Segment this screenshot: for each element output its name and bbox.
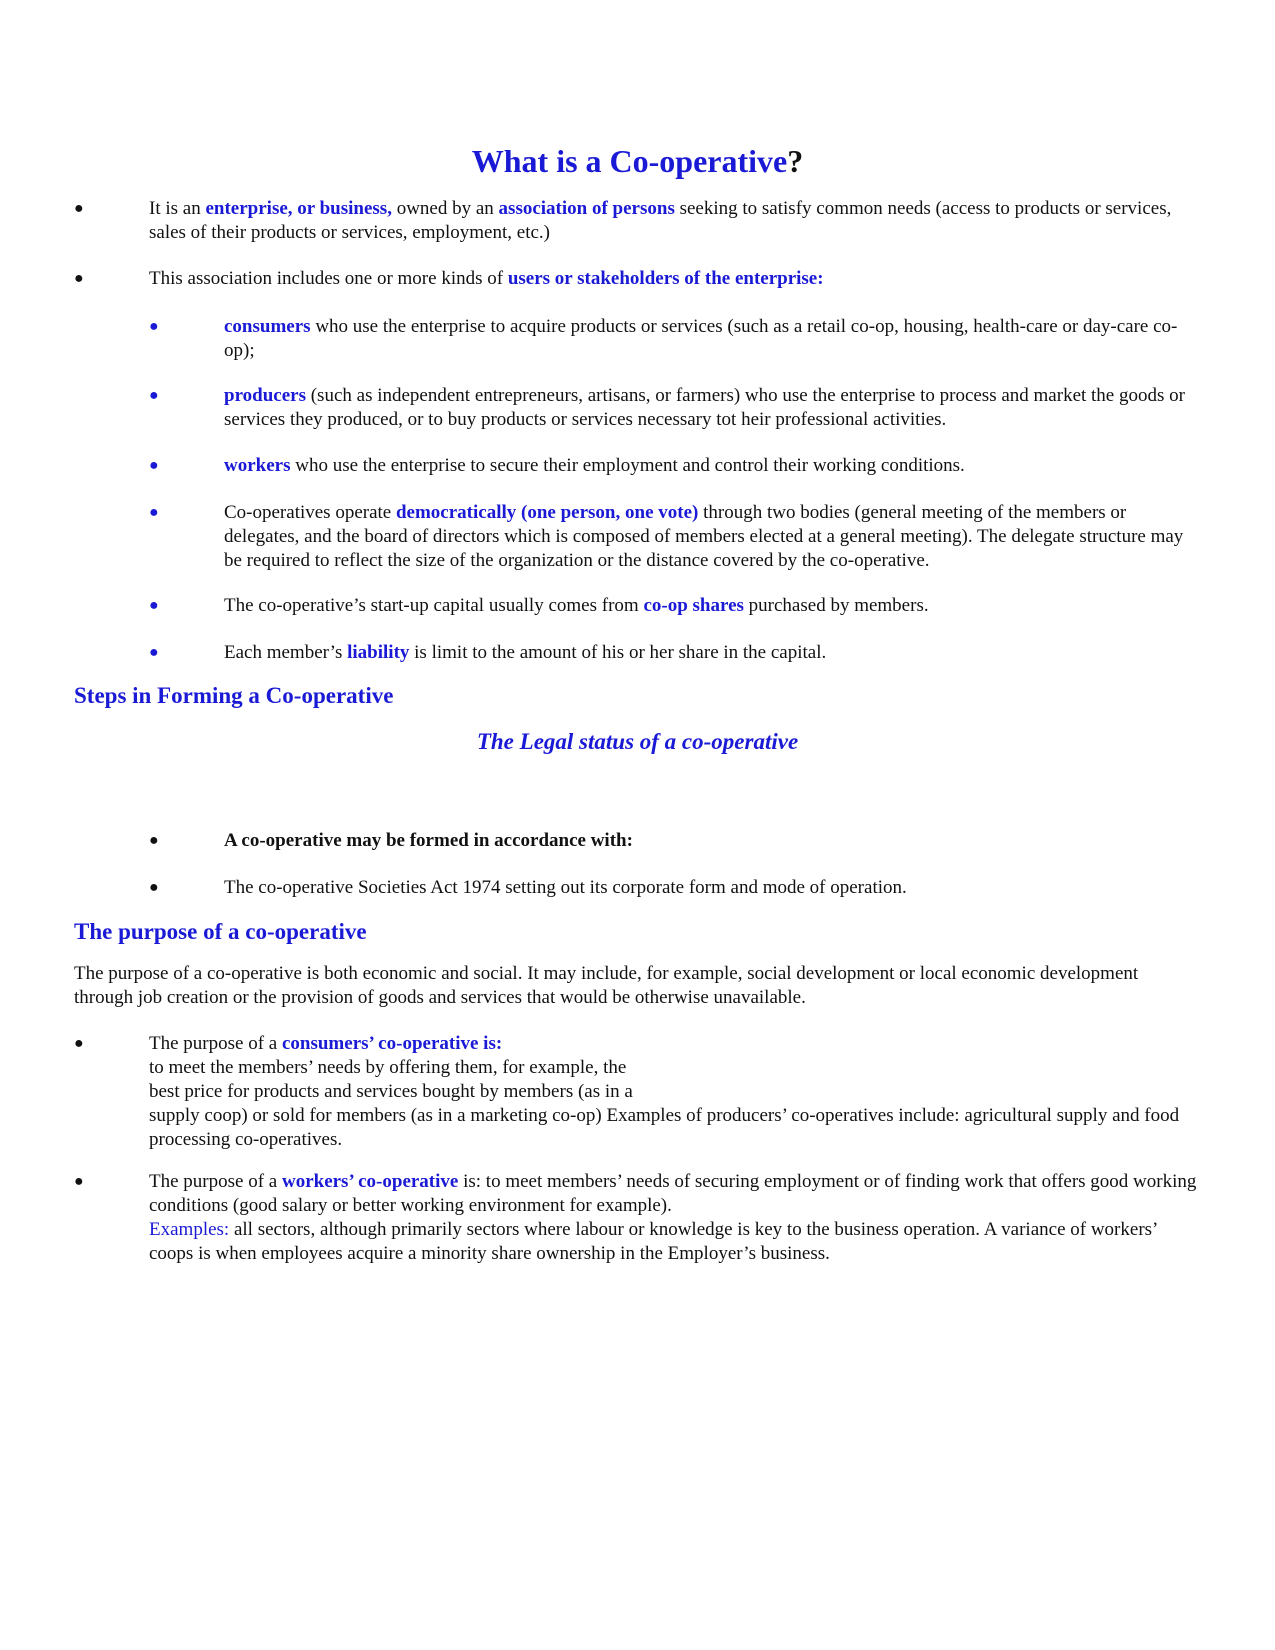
bullet-icon: ● (149, 387, 159, 404)
text-run: who use the enterprise to acquire products or services (such as a retail co-op, housing, health-care or day-care co-op); (224, 316, 1178, 361)
bullet-icon: ● (149, 879, 159, 896)
purpose-item-text (149, 1170, 1199, 1266)
highlight-consumers: consumers (224, 316, 311, 337)
bullet-icon: ● (149, 832, 159, 849)
purpose-line: to meet the members’ needs by offering them, for example, the (149, 1057, 627, 1078)
purpose-item-text (149, 1032, 1199, 1152)
highlight-workers: workers (224, 455, 291, 476)
highlight-stakeholders: users or stakeholders of the enterprise: (507, 268, 824, 289)
bullet-icon: ● (74, 1035, 84, 1052)
bullet-icon: ● (74, 270, 84, 287)
bullet-icon: ● (74, 200, 84, 217)
examples-label: Examples: (149, 1219, 230, 1240)
title-text: What is a Co-operative (471, 143, 788, 179)
purpose-line (149, 1170, 1199, 1218)
bullet-icon: ● (149, 318, 159, 335)
operation-text (224, 501, 1199, 573)
steps-heading: Steps in Forming a Co-operative (74, 683, 394, 708)
purpose-line: supply coop) or sold for members (as in a marketing co-op) Examples of producers’ co-operatives include: agricultural supply and food processing co-operatives. (149, 1105, 1180, 1150)
purpose-line (149, 1032, 1199, 1056)
text-run: owned by an (391, 198, 499, 219)
text-run: It is an (149, 198, 206, 219)
bullet-icon: ● (149, 597, 159, 614)
text-run: The co-operative’s start-up capital usually comes from (224, 595, 644, 616)
text-run: seeking to satisfy common needs (access to products or services, sales of their products or services, employment, etc.) (149, 198, 1172, 243)
bullet-icon: ● (149, 504, 159, 521)
text-run: The purpose of a (149, 1171, 282, 1192)
text-run: purchased by members. (743, 595, 929, 616)
purpose-paragraph: The purpose of a co-operative is both economic and social. It may include, for example, social development or local economic development through job creation or the provision of goods and services that would be otherwise unavailable. (74, 963, 1139, 1008)
bullet-icon: ● (149, 644, 159, 661)
stakeholder-text (224, 315, 1199, 363)
text-run: is limit to the amount of his or her share in the capital. (409, 642, 827, 663)
intro-item-text (149, 267, 1199, 291)
purpose-line (149, 1218, 1199, 1266)
highlight-consumers-coop: consumers’ co-operative is: (281, 1033, 503, 1054)
stakeholder-text (224, 454, 1199, 478)
highlight-liability: liability (347, 642, 410, 663)
bullet-icon: ● (74, 1173, 84, 1190)
highlight-coop-shares: co-op shares (643, 595, 744, 616)
operation-text (224, 594, 1199, 618)
text-run: through two bodies (general meeting of the members or delegates, and the board of directors which is composed of members elected at a general meeting). The delegate structure may be required to reflect the size of the organization or the distance covered by the co-operative. (224, 502, 1184, 571)
legal-status-heading: The Legal status of a co-operative (476, 729, 799, 754)
legal-text: A co-operative may be formed in accordance with: (224, 830, 633, 851)
title-question-mark: ? (787, 143, 804, 179)
text-run: who use the enterprise to secure their employment and control their working conditions. (290, 455, 965, 476)
text-run: all sectors, although primarily sectors where labour or knowledge is key to the business operation. A variance of workers’ coops is when employees acquire a minority share ownership in the Employer’s business. (149, 1219, 1157, 1264)
purpose-line: best price for products and services bought by members (as in a (149, 1081, 633, 1102)
operation-text (224, 641, 1199, 665)
highlight-producers: producers (224, 385, 306, 406)
intro-item-text (149, 197, 1199, 245)
text-run: This association includes one or more kinds of (149, 268, 508, 289)
bullet-icon: ● (149, 457, 159, 474)
purpose-heading: The purpose of a co-operative (74, 919, 367, 944)
text-run: Each member’s (224, 642, 348, 663)
text-run: The purpose of a (149, 1033, 282, 1054)
highlight-enterprise: enterprise, or business, (205, 198, 392, 219)
stakeholder-text (224, 384, 1199, 432)
page-title (0, 142, 1275, 180)
text-run: Co-operatives operate (224, 502, 396, 523)
highlight-association: association of persons (498, 198, 675, 219)
text-run: is: to meet members’ needs of securing employment or of finding work that offers good working conditions (good salary or better working environment for example). (149, 1171, 1197, 1216)
highlight-democratically: democratically (one person, one vote) (395, 502, 699, 523)
legal-text: The co-operative Societies Act 1974 setting out its corporate form and mode of operation. (224, 877, 907, 898)
text-run: (such as independent entrepreneurs, artisans, or farmers) who use the enterprise to process and market the goods or services they produced, or to buy products or services necessary tot heir professional activities. (224, 385, 1185, 430)
highlight-workers-coop: workers’ co-operative (281, 1171, 459, 1192)
